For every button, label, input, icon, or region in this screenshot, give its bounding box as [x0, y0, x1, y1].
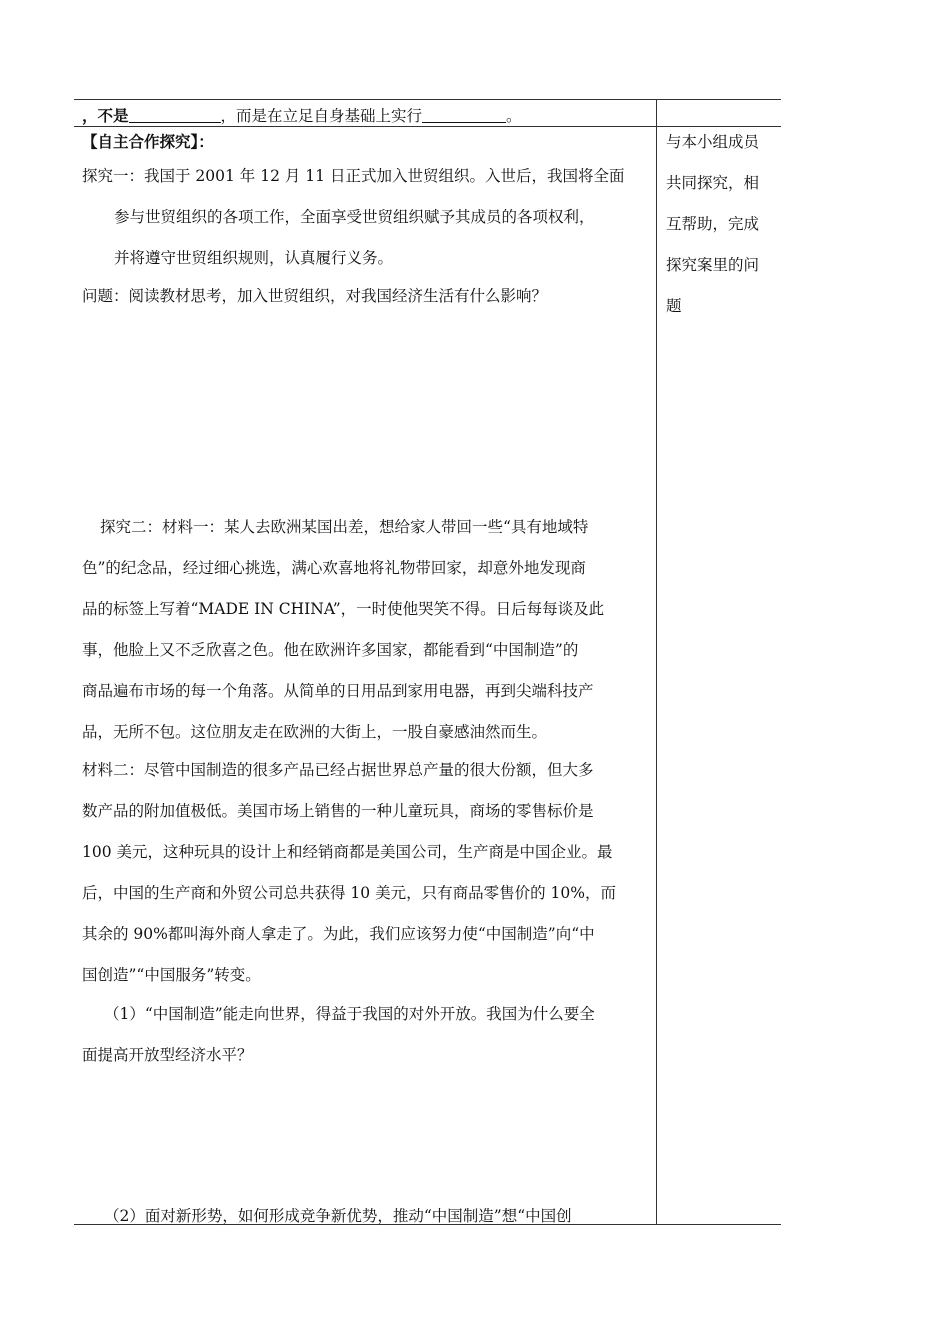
blank-1[interactable] — [129, 108, 221, 123]
material1-line: 事，他脸上又不乏欣喜之色。他在欧洲许多国家，都能看到“中国制造”的 — [82, 641, 579, 659]
fill-prefix: ，不是 — [82, 106, 129, 125]
table-row-divider — [74, 126, 781, 127]
side-note-line: 互帮助，完成 — [666, 215, 760, 233]
material2-line: 国创造”“中国服务”转变。 — [82, 966, 261, 984]
table-top-border — [74, 99, 781, 100]
material2-line: 其余的 90%都叫海外商人拿走了。为此，我们应该努力使“中国制造”向“中 — [82, 925, 595, 943]
side-note-line: 题 — [666, 297, 682, 315]
inquiry1-line: 探究一：我国于 2001 年 12 月 11 日正式加入世贸组织。入世后，我国将全面 — [82, 167, 625, 185]
section-heading: 【自主合作探究】： — [82, 132, 214, 151]
material1-line: 探究二：材料一：某人去欧洲某国出差，想给家人带回一些“具有地域特 — [100, 518, 589, 536]
fill-suffix: 。 — [506, 107, 522, 125]
inquiry1-question: 问题：阅读教材思考，加入世贸组织，对我国经济生活有什么影响？ — [82, 287, 548, 305]
inquiry1-line: 并将遵守世贸组织规则，认真履行义务。 — [114, 249, 394, 267]
material2-line: 100 美元，这种玩具的设计上和经销商都是美国公司，生产商是中国企业。最 — [82, 843, 613, 861]
question-2-line: （2）面对新形势，如何形成竞争新优势，推动“中国制造”想“中国创 — [104, 1207, 572, 1225]
question-1-line: （1）“中国制造”能走向世界，得益于我国的对外开放。我国为什么要全 — [104, 1005, 595, 1023]
material1-line: 品，无所不包。这位朋友走在欧洲的大街上，一股自豪感油然而生。 — [82, 723, 548, 741]
side-note-line: 与本小组成员 — [666, 133, 760, 151]
material2-line: 数产品的附加值极低。美国市场上销售的一种儿童玩具，商场的零售标价是 — [82, 802, 594, 820]
side-note-line: 探究案里的问 — [666, 256, 760, 274]
inquiry1-line: 参与世贸组织的各项工作，全面享受世贸组织赋予其成员的各项权利， — [114, 208, 595, 226]
material1-line: 品的标签上写着“MADE IN CHINA”，一时使他哭笑不得。日后每每谈及此 — [82, 600, 605, 618]
material2-line: 材料二：尽管中国制造的很多产品已经占据世界总产量的很大份额，但大多 — [82, 761, 594, 779]
side-note-line: 共同探究，相 — [666, 174, 760, 192]
fill-middle: ，而是在立足自身基础上实行 — [220, 107, 423, 125]
table-column-divider — [656, 99, 657, 1224]
material2-line: 后，中国的生产商和外贸公司总共获得 10 美元，只有商品零售价的 10%，而 — [82, 884, 616, 902]
material1-line: 色”的纪念品，经过细心挑选，满心欢喜地将礼物带回家，却意外地发现商 — [82, 559, 586, 577]
fill-in-line — [82, 104, 522, 126]
blank-2[interactable] — [422, 108, 506, 123]
material1-line: 商品遍布市场的每一个角落。从简单的日用品到家用电器，再到尖端科技产 — [82, 682, 594, 700]
question-1-line: 面提高开放型经济水平？ — [82, 1046, 253, 1064]
